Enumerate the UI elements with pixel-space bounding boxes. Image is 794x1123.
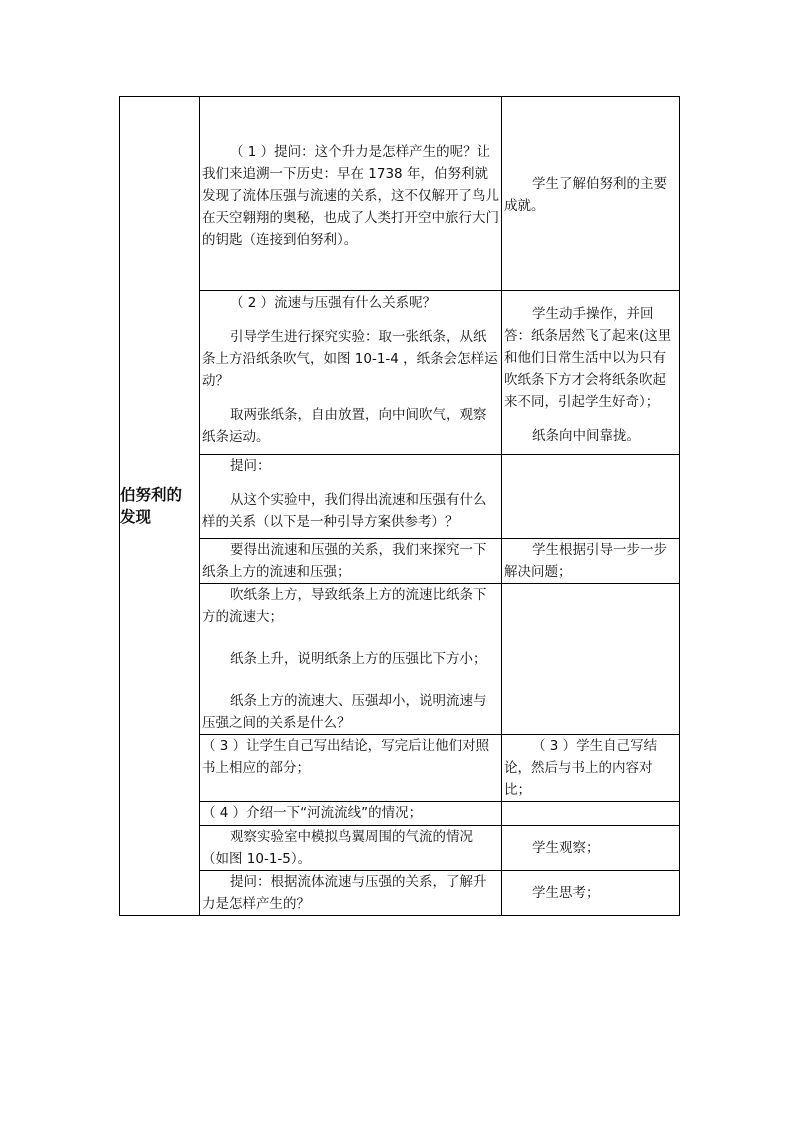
student-cell [502,291,680,455]
student-cell [502,97,680,291]
teacher-text: （ 1 ）提问：这个升力是怎样产生的呢？让我们来追溯一下历史：早在 1738 年，伯努利就发现了流体压强与流速的关系，这不仅解开了鸟儿在天空翱翔的奥秘，也成了人类打开空中旅行大门的钥匙（连接到伯努利）。 [202,144,499,248]
teacher-text: 提问： [230,458,271,474]
teacher-cell [200,826,502,871]
student-text: 学生了解伯努利的主要成就。 [504,176,667,214]
student-cell [502,826,680,871]
teacher-cell [200,584,502,735]
student-text: 学生观察； [532,840,600,856]
teacher-text: 吹纸条上方，导致纸条上方的流速比纸条下方的流速大； [202,587,487,625]
student-text: 学生思考； [532,885,600,901]
table-row [120,802,680,826]
table-row [120,455,680,539]
table-row [120,584,680,735]
section-title: 伯努利的发现 [120,97,200,916]
teacher-text: 取两张纸条，自由放置，向中间吹气，观察纸条运动。 [202,407,487,445]
table-row [120,97,680,291]
teacher-cell [200,97,502,291]
teacher-text: 提问：根据流体流速与压强的关系，了解升力是怎样产生的？ [202,874,487,912]
student-text: 学生根据引导一步一步解决问题； [504,542,667,580]
table-row [120,871,680,916]
student-cell [502,539,680,584]
student-cell [502,735,680,802]
student-cell [502,584,680,735]
teacher-text: 从这个实验中，我们得出流速和压强有什么样的关系（以下是一种引导方案供参考）？ [202,492,487,530]
student-text: 纸条向中间靠拢。 [532,428,640,444]
teacher-text: 观察实验室中模拟鸟翼周围的气流的情况（如图 10-1-5）。 [202,829,473,867]
teacher-cell [200,802,502,826]
teacher-text: （ 4 ）介绍一下“河流流线”的情况； [202,805,423,821]
table-row [120,826,680,871]
teacher-cell [200,455,502,539]
student-text: 学生动手操作，并回答：纸条居然飞了起来(这里和他们日常生活中以为只有吹纸条下方才会将纸条吹起来不同，引起学生好奇）； [504,306,672,410]
student-cell [502,802,680,826]
teacher-text: 要得出流速和压强的关系，我们来探究一下纸条上方的流速和压强； [202,542,487,580]
teacher-text: 引导学生进行探究实验：取一张纸条，从纸条上方沿纸条吹气，如图 10-1-4 ，纸条会怎样运动？ [202,329,498,389]
teacher-text: （ 2 ）流速与压强有什么关系呢？ [230,295,437,311]
student-cell [502,871,680,916]
teacher-cell [200,539,502,584]
table-row [120,291,680,455]
table-row [120,539,680,584]
student-cell [502,455,680,539]
teacher-cell [200,291,502,455]
student-text: （ 3 ）学生自己写结论，然后与书上的内容对比； [504,738,658,798]
teacher-text: 纸条上方的流速大、压强却小，说明流速与压强之间的关系是什么？ [202,693,487,731]
table-row [120,735,680,802]
teacher-cell [200,735,502,802]
lesson-plan-table [119,96,680,916]
teacher-text: （ 3 ）让学生自己写出结论，写完后让他们对照书上相应的部分； [202,738,490,776]
teacher-text: 纸条上升，说明纸条上方的压强比下方小； [230,651,487,667]
teacher-cell [200,871,502,916]
